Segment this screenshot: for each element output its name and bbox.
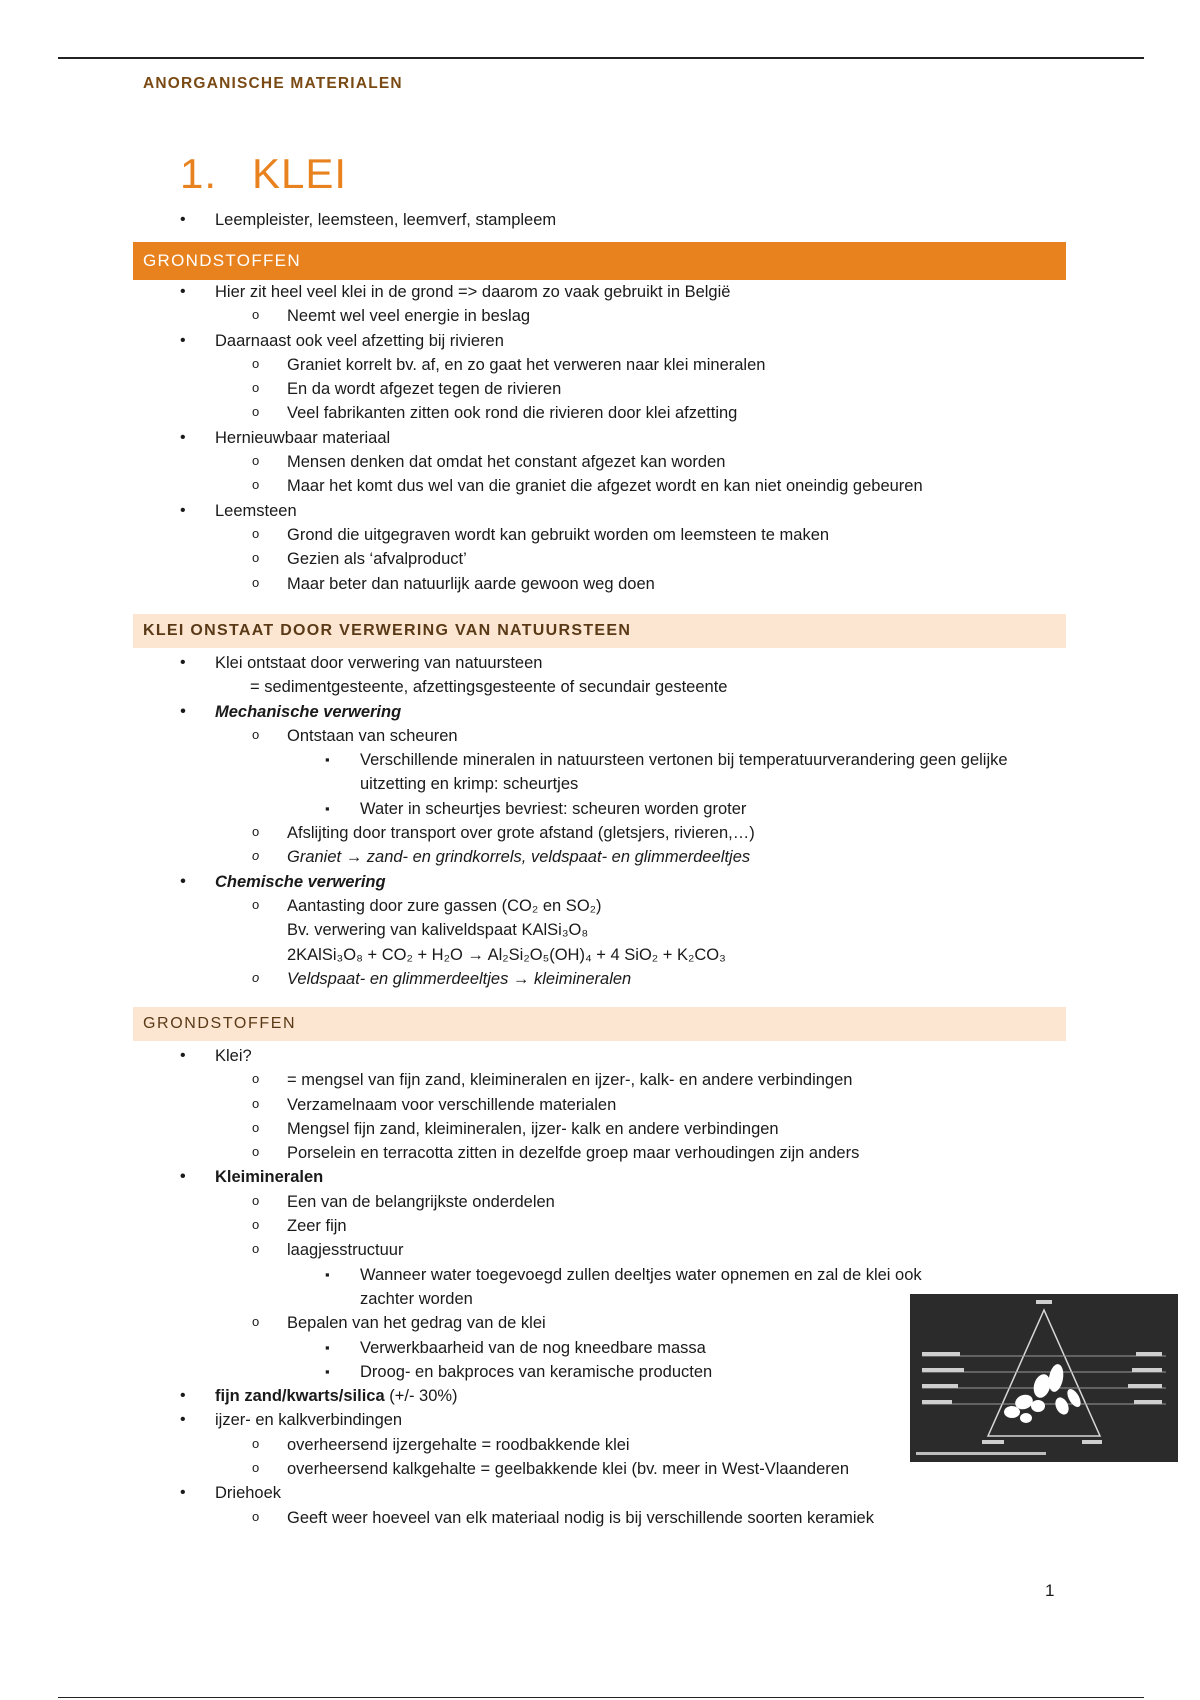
list-item: • Leemsteen: [0, 499, 1200, 523]
list-item: • ijzer- en kalkverbindingen: [0, 1408, 1200, 1432]
triangle-diagram-icon: [910, 1294, 1178, 1462]
list-item: ▪ Verschillende mineralen in natuursteen vertonen bij temperatuurverandering geen gelijke uitzetting en krimp: scheurtjes: [0, 748, 1200, 797]
list-item: o Verzamelnaam voor verschillende materialen: [0, 1093, 1200, 1117]
list-item-rest: (+/- 30%): [389, 1387, 458, 1406]
list-item: o Gezien als ‘afvalproduct’: [0, 547, 1200, 571]
section-verwering-list: [0, 651, 1200, 991]
list-item: o Porselein en terracotta zitten in dezelfde groep maar verhoudingen zijn anders: [0, 1141, 1200, 1165]
list-item: • Hier zit heel veel klei in de grond => daarom zo vaak gebruikt in België: [0, 280, 1200, 304]
list-item: • Driehoek: [0, 1481, 1200, 1505]
section-heading-grondstoffen: GRONDSTOFFEN: [133, 242, 1066, 280]
list-item: • Chemische verwering: [0, 870, 1200, 894]
list-item: • Daarnaast ook veel afzetting bij rivieren: [0, 329, 1200, 353]
list-item: • Kleimineralen: [0, 1165, 1200, 1189]
list-item: o Maar beter dan natuurlijk aarde gewoon weg doen: [0, 572, 1200, 596]
section-grondstoffen-list: [0, 280, 1200, 596]
list-item: o Graniet korrelt bv. af, en zo gaat het verweren naar klei mineralen: [0, 353, 1200, 377]
list-item: o Veldspaat- en glimmerdeeltjes → kleimineralen: [0, 967, 1200, 991]
list-item-continuation: = sedimentgesteente, afzettingsgesteente of secundair gesteente: [250, 678, 728, 697]
chapter-title: KLEI: [252, 150, 348, 197]
list-item: • Leempleister, leemsteen, leemverf, stampleem: [0, 208, 1200, 232]
list-item: o overheersend ijzergehalte = roodbakkende klei: [0, 1433, 1200, 1457]
list-item: o Veel fabrikanten zitten ook rond die rivieren door klei afzetting: [0, 401, 1200, 425]
list-item: o Aantasting door zure gassen (CO₂ en SO₂): [0, 894, 1200, 918]
list-item: o Neemt wel veel energie in beslag: [0, 304, 1200, 328]
list-item: ▪ Verwerkbaarheid van de nog kneedbare massa: [0, 1336, 1200, 1360]
list-item: o Graniet → zand- en grindkorrels, veldspaat- en glimmerdeeltjes: [0, 845, 1200, 869]
list-item: o Grond die uitgegraven wordt kan gebruikt worden om leemsteen te maken: [0, 523, 1200, 547]
chapter-heading: [180, 150, 347, 198]
section-heading-grondstoffen-2: GRONDSTOFFEN: [133, 1007, 1066, 1041]
bottom-rule: [58, 1697, 1144, 1698]
top-rule: [58, 57, 1144, 59]
list-item: o laagjesstructuur: [0, 1238, 1200, 1262]
list-item: o En da wordt afgezet tegen de rivieren: [0, 377, 1200, 401]
list-item: ▪ Wanneer water toegevoegd zullen deeltjes water opnemen en zal de klei ook zachter worden: [0, 1263, 1200, 1312]
list-item: o = mengsel van fijn zand, kleimineralen en ijzer-, kalk- en andere verbindingen: [0, 1068, 1200, 1092]
list-item: o Bepalen van het gedrag van de klei: [0, 1311, 1200, 1335]
list-item: o Maar het komt dus wel van die graniet die afgezet wordt en kan niet oneindig gebeuren: [0, 474, 1200, 498]
page-number: 1: [1045, 1581, 1055, 1600]
list-item: ▪ Water in scheurtjes bevriest: scheuren worden groter: [0, 797, 1200, 821]
list-item: o overheersend kalkgehalte = geelbakkende klei (bv. meer in West-Vlaanderen: [0, 1457, 1200, 1481]
list-item: o Mengsel fijn zand, kleimineralen, ijzer- kalk en andere verbindingen: [0, 1117, 1200, 1141]
chapter-number: 1.: [180, 150, 218, 197]
list-item-continuation: 2KAlSi₃O₈ + CO₂ + H₂O → Al₂Si₂O₅(OH)₄ + 4 SiO₂ + K₂CO₃: [287, 945, 726, 964]
list-item: • Klei?: [0, 1044, 1200, 1068]
intro-list: [0, 208, 1200, 232]
list-item: o Geeft weer hoeveel van elk materiaal nodig is bij verschillende soorten keramiek: [0, 1506, 1200, 1530]
list-item-bold-part: fijn zand/kwarts/silica: [215, 1387, 385, 1406]
list-item: o Ontstaan van scheuren: [0, 724, 1200, 748]
list-item: o Zeer fijn: [0, 1214, 1200, 1238]
list-item-continuation: Bv. verwering van kaliveldspaat KAlSi₃O₈: [287, 921, 589, 940]
clay-triangle-figure: [910, 1294, 1178, 1462]
list-item: • Klei ontstaat door verwering van natuursteen: [0, 651, 1200, 675]
running-header: ANORGANISCHE MATERIALEN: [143, 75, 403, 92]
list-item: o Mensen denken dat omdat het constant afgezet kan worden: [0, 450, 1200, 474]
list-item: o Afslijting door transport over grote afstand (gletsjers, rivieren,…): [0, 821, 1200, 845]
list-item: • Hernieuwbaar materiaal: [0, 426, 1200, 450]
list-item: o Een van de belangrijkste onderdelen: [0, 1190, 1200, 1214]
list-item: • Mechanische verwering: [0, 700, 1200, 724]
section-heading-verwering: KLEI ONSTAAT DOOR VERWERING VAN NATUURSTEEN: [133, 614, 1066, 648]
list-item: ▪ Droog- en bakproces van keramische producten: [0, 1360, 1200, 1384]
